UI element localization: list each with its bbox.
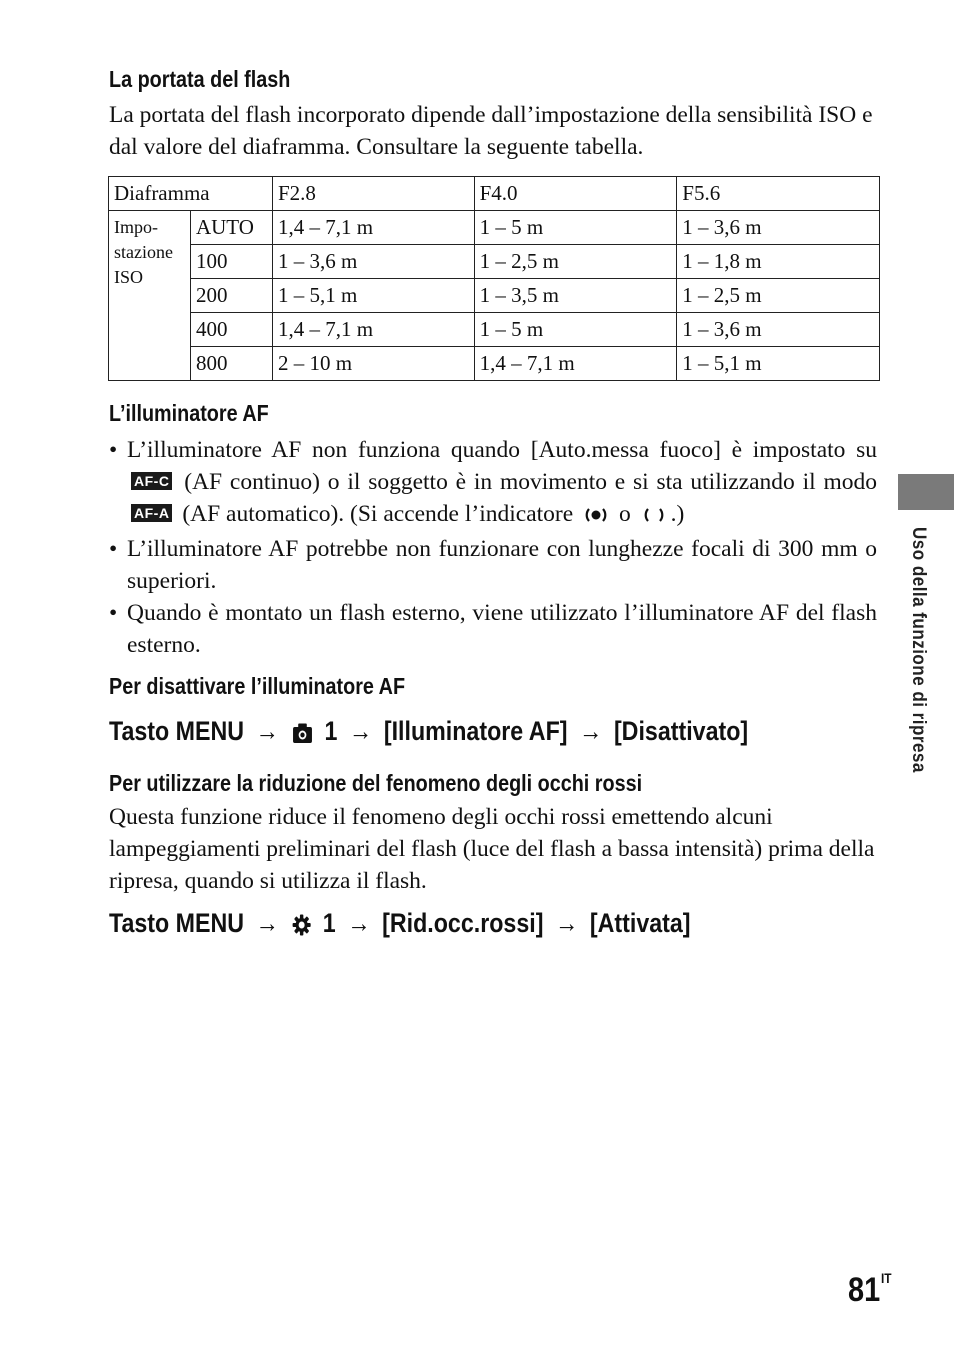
bullet-text: o: [618, 501, 631, 527]
page-number-value: 81: [848, 1271, 881, 1309]
af-illuminator-heading: L’illuminatore AF: [109, 400, 269, 426]
camera-icon: [292, 720, 313, 751]
bullet: •: [109, 600, 118, 626]
aperture-header: F5.6: [677, 177, 880, 211]
section-tab-marker: [898, 474, 954, 510]
bullet: •: [109, 437, 118, 463]
red-eye-heading: Per utilizzare la riduzione del fenomeno degli occhi rossi: [109, 770, 643, 796]
arrow-icon: →: [255, 716, 279, 746]
arrow-icon: →: [579, 716, 603, 746]
arrow-icon: →: [555, 908, 579, 938]
menu-path-start: Tasto MENU: [109, 908, 245, 938]
menu-item: [Illuminatore AF]: [383, 716, 568, 746]
range-cell: 2 – 10 m: [272, 347, 474, 381]
bullet-text: L’illuminatore AF non funziona quando [Auto.messa fuoco] è impostato su: [127, 437, 877, 463]
list-item: [109, 434, 877, 533]
arrow-icon: →: [255, 908, 279, 938]
table-row: [109, 313, 880, 347]
bullet-text: (AF continuo) o il soggetto è in movimento e si sta utilizzando il modo: [184, 469, 877, 495]
range-cell: 1 – 3,6 m: [272, 245, 474, 279]
iso-value: 200: [190, 279, 272, 313]
disable-af-menu-path: [109, 716, 748, 751]
iso-value: 400: [190, 313, 272, 347]
menu-path-start: Tasto MENU: [109, 716, 245, 746]
menu-value: [Attivata]: [589, 908, 691, 938]
bullet-text: L’illuminatore AF potrebbe non funzionare con lunghezze focali di 300 mm o superiori.: [127, 536, 877, 594]
table-corner-cell: Diaframma: [109, 177, 273, 211]
list-item: [109, 533, 877, 597]
bullet-text: Quando è montato un flash esterno, viene utilizzato l’illuminatore AF del flash esterno.: [127, 600, 877, 658]
range-cell: 1 – 2,5 m: [474, 245, 677, 279]
arrow-icon: →: [347, 908, 371, 938]
iso-setting-label: Impo- stazione ISO: [109, 211, 191, 381]
table-row: [109, 279, 880, 313]
range-cell: 1 – 1,8 m: [677, 245, 880, 279]
aperture-header: F4.0: [474, 177, 677, 211]
section-side-label: Uso della funzione di ripresa: [908, 527, 929, 773]
range-cell: 1 – 5 m: [474, 313, 677, 347]
menu-value: [Disattivato]: [613, 716, 749, 746]
aperture-header: F2.8: [272, 177, 474, 211]
table-row: [109, 211, 880, 245]
red-eye-text: Questa funzione riduce il fenomeno degli occhi rossi emettendo alcuni lampeggiamenti preliminari del flash (luce del flash a bassa intensità) prima della ripresa, quando si utilizza il flash.: [109, 804, 875, 894]
menu-number: 1: [324, 716, 338, 746]
table-header-row: [109, 177, 880, 211]
iso-value: AUTO: [190, 211, 272, 245]
range-cell: 1 – 3,6 m: [677, 313, 880, 347]
flash-range-heading: La portata del flash: [109, 66, 291, 92]
af-illuminator-list: [109, 434, 877, 661]
range-cell: 1,4 – 7,1 m: [272, 211, 474, 245]
disable-af-heading: Per disattivare l’illuminatore AF: [109, 673, 406, 699]
list-item: [109, 597, 877, 661]
page-language-code: IT: [881, 1270, 892, 1286]
table-row: [109, 245, 880, 279]
range-cell: 1,4 – 7,1 m: [272, 313, 474, 347]
bullet-text: .): [670, 501, 685, 527]
red-eye-menu-path: [109, 908, 691, 943]
bullet-text: (AF automatico). (Si accende l’indicatore: [182, 501, 574, 527]
range-cell: 1 – 5,1 m: [677, 347, 880, 381]
range-cell: 1 – 2,5 m: [677, 279, 880, 313]
range-cell: 1,4 – 7,1 m: [474, 347, 677, 381]
menu-number: 1: [322, 908, 336, 938]
bullet: •: [109, 536, 118, 562]
gear-icon: [292, 912, 311, 943]
af-continuous-indicator-icon: [641, 501, 667, 533]
range-cell: 1 – 3,5 m: [474, 279, 677, 313]
range-cell: 1 – 5 m: [474, 211, 677, 245]
af-c-icon: AF-C: [131, 472, 172, 490]
af-a-icon: AF-A: [131, 504, 172, 522]
flash-range-text: La portata del flash incorporato dipende dall’impostazione della sensibilità ISO e dal valore del diaframma. Consultare la seguente tabella.: [109, 102, 873, 160]
range-cell: 1 – 5,1 m: [272, 279, 474, 313]
arrow-icon: →: [349, 716, 373, 746]
iso-value: 800: [190, 347, 272, 381]
menu-item: [Rid.occ.rossi]: [382, 908, 544, 938]
iso-value: 100: [190, 245, 272, 279]
range-cell: 1 – 3,6 m: [677, 211, 880, 245]
page-number: [848, 1270, 892, 1310]
af-lock-indicator-icon: [583, 501, 609, 533]
table-row: [109, 347, 880, 381]
flash-range-table: [108, 176, 880, 381]
